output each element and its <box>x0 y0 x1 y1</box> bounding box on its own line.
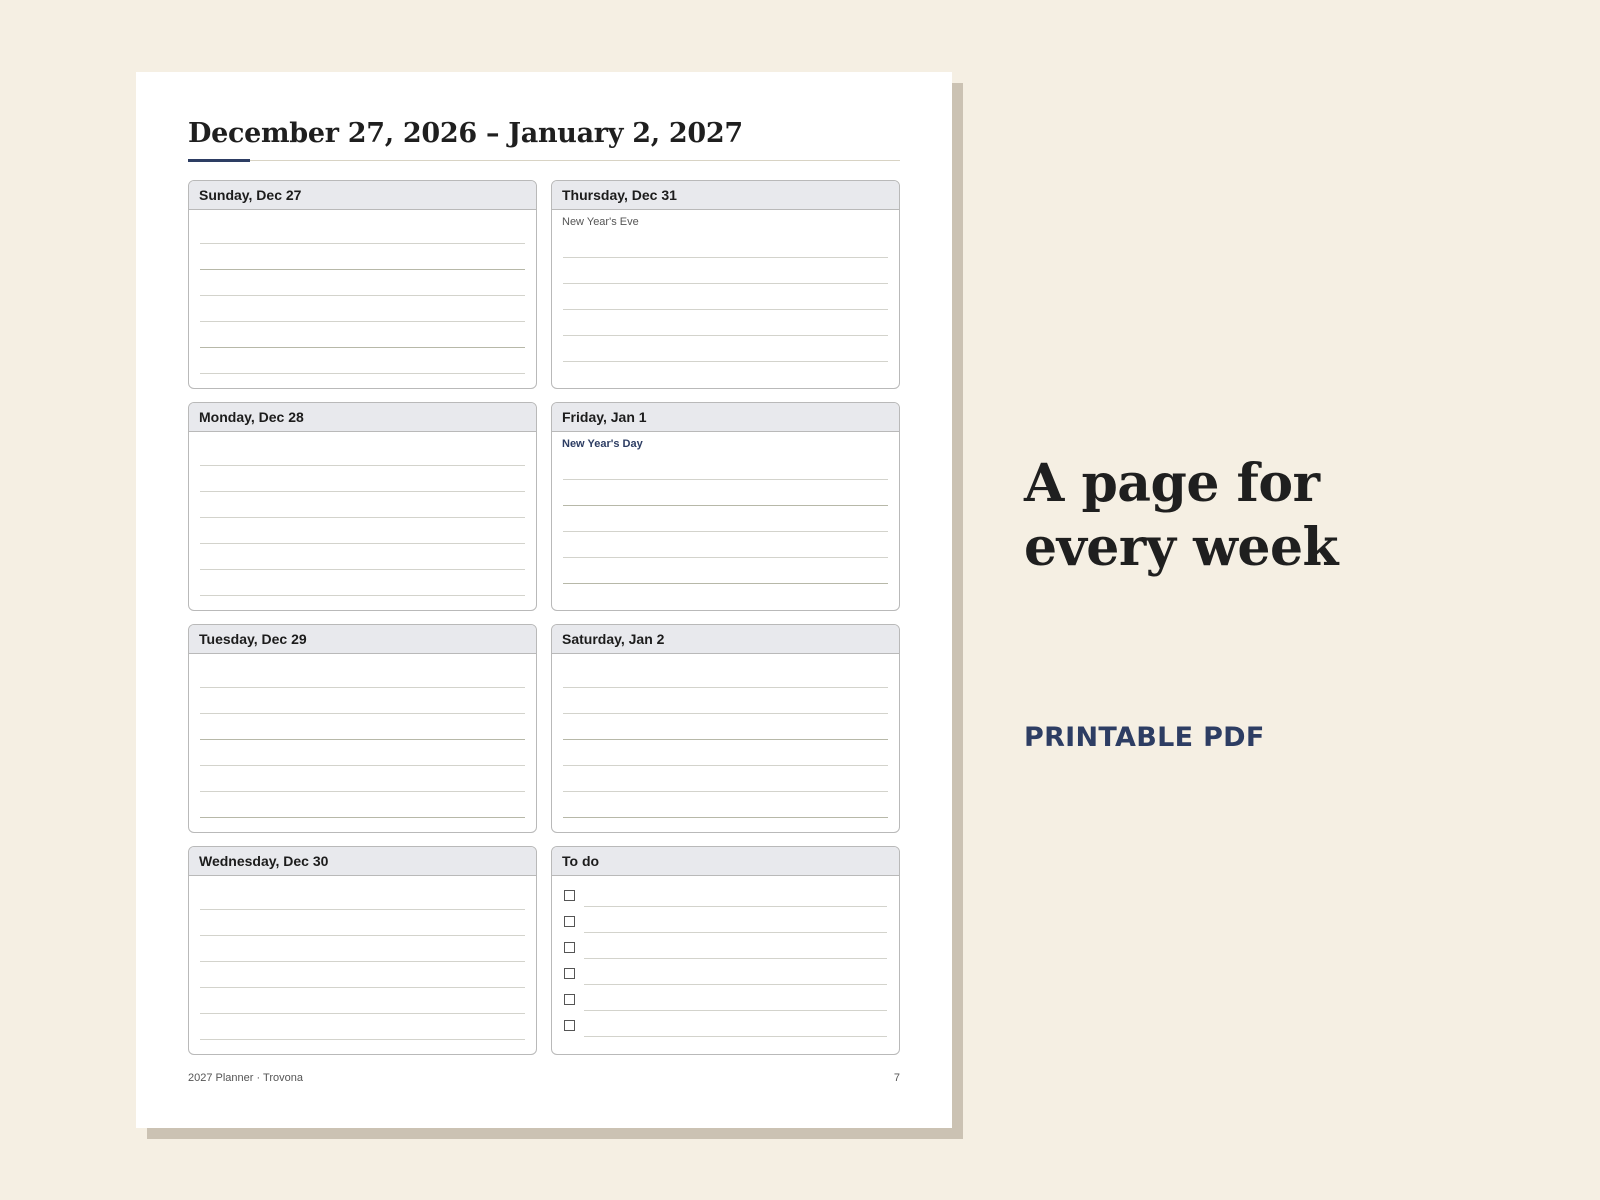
writing-line <box>563 309 888 310</box>
todo-item[interactable] <box>564 939 887 959</box>
day-lines <box>552 432 899 610</box>
writing-line <box>200 739 525 740</box>
writing-line <box>200 961 525 962</box>
writing-line <box>200 347 525 348</box>
todo-line <box>584 984 887 985</box>
checkbox-icon[interactable] <box>564 994 575 1005</box>
writing-line <box>200 909 525 910</box>
checkbox-icon[interactable] <box>564 968 575 979</box>
writing-line <box>563 505 888 506</box>
day-header: Tuesday, Dec 29 <box>189 625 536 654</box>
writing-line <box>200 1013 525 1014</box>
writing-line <box>563 713 888 714</box>
day-box-tuesday[interactable] <box>188 624 537 833</box>
writing-line <box>200 465 525 466</box>
writing-line <box>200 269 525 270</box>
todo-line <box>584 1010 887 1011</box>
writing-line <box>200 595 525 596</box>
writing-line <box>200 817 525 818</box>
day-box-wednesday[interactable] <box>188 846 537 1055</box>
checkbox-icon[interactable] <box>564 890 575 901</box>
day-lines <box>189 210 536 388</box>
writing-line <box>563 257 888 258</box>
day-header: Friday, Jan 1 <box>552 403 899 432</box>
writing-line <box>200 295 525 296</box>
writing-line <box>563 361 888 362</box>
writing-line <box>563 817 888 818</box>
writing-line <box>200 791 525 792</box>
day-header: Monday, Dec 28 <box>189 403 536 432</box>
day-header: Sunday, Dec 27 <box>189 181 536 210</box>
writing-line <box>563 557 888 558</box>
promo-subhead: PRINTABLE PDF <box>1024 722 1265 753</box>
week-grid <box>188 180 900 1055</box>
writing-line <box>200 713 525 714</box>
day-lines <box>552 210 899 388</box>
writing-line <box>200 373 525 374</box>
writing-line <box>200 321 525 322</box>
holiday-note: New Year's Day <box>562 438 643 450</box>
todo-item[interactable] <box>564 887 887 907</box>
todo-line <box>584 1036 887 1037</box>
todo-list <box>552 876 899 1054</box>
footer-planner-name: 2027 Planner · Trovona <box>188 1072 303 1084</box>
todo-line <box>584 906 887 907</box>
week-title: December 27, 2026 – January 2, 2027 <box>188 118 743 149</box>
writing-line <box>200 491 525 492</box>
writing-line <box>563 479 888 480</box>
day-box-friday[interactable] <box>551 402 900 611</box>
writing-line <box>563 791 888 792</box>
writing-line <box>200 517 525 518</box>
writing-line <box>200 543 525 544</box>
writing-line <box>200 687 525 688</box>
writing-line <box>200 1039 525 1040</box>
writing-line <box>563 765 888 766</box>
day-header: Thursday, Dec 31 <box>552 181 899 210</box>
todo-line <box>584 958 887 959</box>
day-lines <box>552 654 899 832</box>
checkbox-icon[interactable] <box>564 1020 575 1031</box>
writing-line <box>563 687 888 688</box>
writing-line <box>563 531 888 532</box>
todo-item[interactable] <box>564 991 887 1011</box>
title-accent-bar <box>188 159 250 162</box>
writing-line <box>200 987 525 988</box>
day-box-sunday[interactable] <box>188 180 537 389</box>
checkbox-icon[interactable] <box>564 942 575 953</box>
day-header: Saturday, Jan 2 <box>552 625 899 654</box>
day-box-saturday[interactable] <box>551 624 900 833</box>
writing-line <box>563 583 888 584</box>
todo-item[interactable] <box>564 1017 887 1037</box>
day-lines <box>189 432 536 610</box>
writing-line <box>200 765 525 766</box>
todo-header: To do <box>552 847 899 876</box>
writing-line <box>200 243 525 244</box>
page-number: 7 <box>893 1072 900 1084</box>
todo-box[interactable] <box>551 846 900 1055</box>
writing-line <box>563 335 888 336</box>
todo-item[interactable] <box>564 913 887 933</box>
checkbox-icon[interactable] <box>564 916 575 927</box>
writing-line <box>200 935 525 936</box>
todo-line <box>584 932 887 933</box>
writing-line <box>563 283 888 284</box>
day-lines <box>189 876 536 1054</box>
day-note: New Year's Eve <box>562 216 639 228</box>
writing-line <box>563 739 888 740</box>
title-rule <box>188 160 900 161</box>
day-lines <box>189 654 536 832</box>
day-box-thursday[interactable] <box>551 180 900 389</box>
day-box-monday[interactable] <box>188 402 537 611</box>
promo-headline: A page for every week <box>1024 453 1339 578</box>
writing-line <box>200 569 525 570</box>
day-header: Wednesday, Dec 30 <box>189 847 536 876</box>
todo-item[interactable] <box>564 965 887 985</box>
planner-page <box>136 72 952 1128</box>
